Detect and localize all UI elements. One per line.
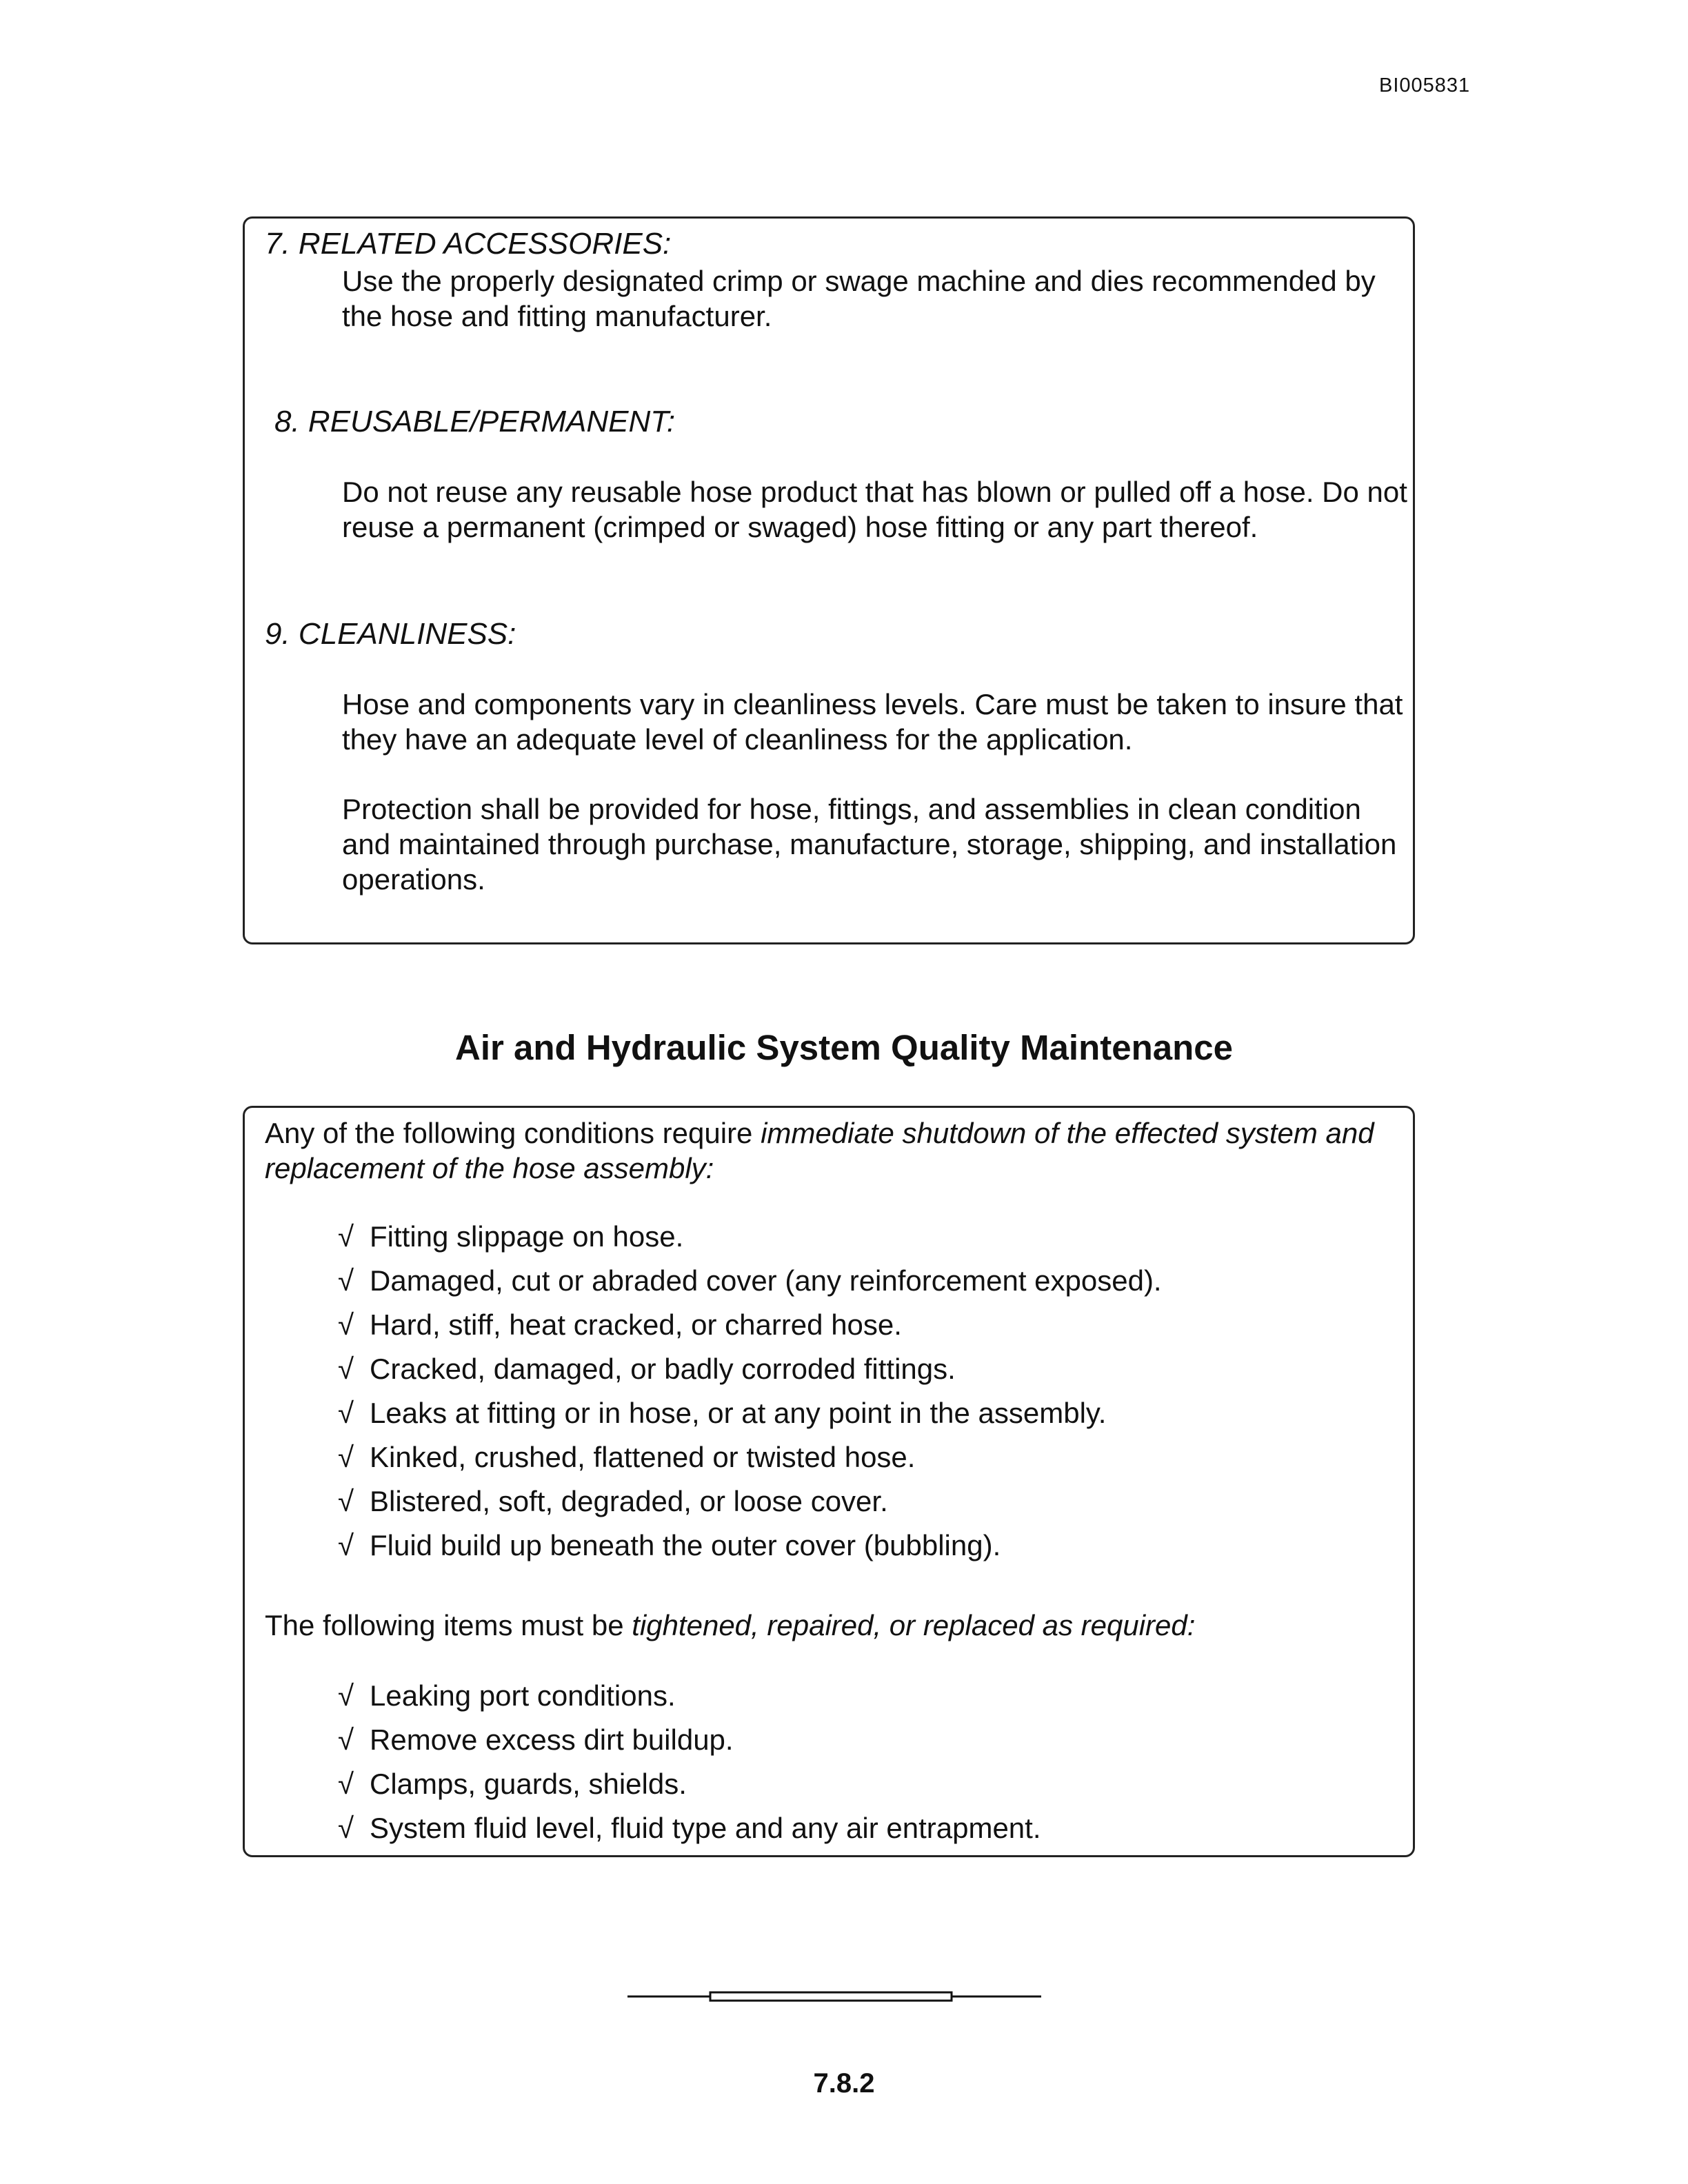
- list-item: √ Blistered, soft, degraded, or loose cover.: [338, 1479, 1162, 1524]
- checkmark-icon: √: [338, 1220, 354, 1253]
- intro-emphasis: replacement of the hose assembly:: [265, 1152, 714, 1184]
- checkmark-icon: √: [338, 1441, 354, 1473]
- text-line: Do not reuse any reusable hose product that has blown or pulled off a hose. Do not: [342, 476, 1407, 508]
- shutdown-intro: [265, 1115, 1374, 1186]
- text-line: operations.: [342, 863, 485, 896]
- checkmark-icon: √: [338, 1529, 354, 1561]
- reusable-permanent-text: [342, 474, 1418, 545]
- section-heading-reusable-permanent: 8. REUSABLE/PERMANENT:: [274, 405, 676, 438]
- text-line: Hose and components vary in cleanliness levels. Care must be taken to insure that: [342, 688, 1403, 720]
- intro-emphasis: immediate shutdown of the effected system and: [761, 1117, 1374, 1149]
- checkmark-icon: √: [338, 1679, 354, 1712]
- repair-intro: [265, 1608, 1195, 1643]
- section-heading-cleanliness: 9. CLEANLINESS:: [265, 617, 516, 651]
- list-item: √ Fitting slippage on hose.: [338, 1215, 1162, 1259]
- checkmark-icon: √: [338, 1812, 354, 1844]
- shutdown-conditions-list: [338, 1215, 1162, 1568]
- document-id: BI005831: [1379, 74, 1471, 97]
- text-line: reuse a permanent (crimped or swaged) hose fitting or any part thereof.: [342, 511, 1258, 543]
- list-item: √ Hard, stiff, heat cracked, or charred hose.: [338, 1303, 1162, 1347]
- repair-items-list: [338, 1674, 1041, 1850]
- section-title: Air and Hydraulic System Quality Maintenance: [454, 1028, 1233, 1067]
- list-item: √ Leaks at fitting or in hose, or at any point in the assembly.: [338, 1391, 1162, 1435]
- checkmark-icon: √: [338, 1353, 354, 1385]
- text-line: Use the properly designated crimp or swage machine and dies recommended by: [342, 265, 1376, 297]
- checkmark-icon: √: [338, 1264, 354, 1297]
- cleanliness-text-1: [342, 687, 1418, 757]
- list-item: √ Fluid build up beneath the outer cover (bubbling).: [338, 1524, 1162, 1568]
- text-line: and maintained through purchase, manufacture, storage, shipping, and installation: [342, 828, 1397, 860]
- section-heading-related-accessories: 7. RELATED ACCESSORIES:: [265, 227, 672, 261]
- checkmark-icon: √: [338, 1308, 354, 1341]
- list-item: √ Damaged, cut or abraded cover (any reinforcement exposed).: [338, 1259, 1162, 1303]
- list-item: √ System fluid level, fluid type and any air entrapment.: [338, 1806, 1041, 1850]
- checkmark-icon: √: [338, 1397, 354, 1429]
- text-line: the hose and fitting manufacturer.: [342, 300, 772, 332]
- list-item: √ Leaking port conditions.: [338, 1674, 1041, 1718]
- list-item: √ Clamps, guards, shields.: [338, 1762, 1041, 1806]
- intro-emphasis: tightened, repaired, or replaced as required:: [632, 1609, 1196, 1641]
- checkmark-icon: √: [338, 1768, 354, 1800]
- list-item: √ Kinked, crushed, flattened or twisted hose.: [338, 1435, 1162, 1479]
- page-number: 7.8.2: [813, 2068, 875, 2099]
- related-accessories-text: [342, 263, 1418, 334]
- checkmark-icon: √: [338, 1723, 354, 1756]
- intro-text: Any of the following conditions require: [265, 1117, 761, 1149]
- cleanliness-text-2: [342, 791, 1418, 897]
- intro-text: The following items must be: [265, 1609, 632, 1641]
- decorative-rule: [627, 1991, 1041, 2002]
- text-line: they have an adequate level of cleanliness for the application.: [342, 723, 1133, 756]
- text-line: Protection shall be provided for hose, fittings, and assemblies in clean condition: [342, 793, 1361, 825]
- list-item: √ Cracked, damaged, or badly corroded fittings.: [338, 1347, 1162, 1391]
- checkmark-icon: √: [338, 1485, 354, 1517]
- list-item: √ Remove excess dirt buildup.: [338, 1718, 1041, 1762]
